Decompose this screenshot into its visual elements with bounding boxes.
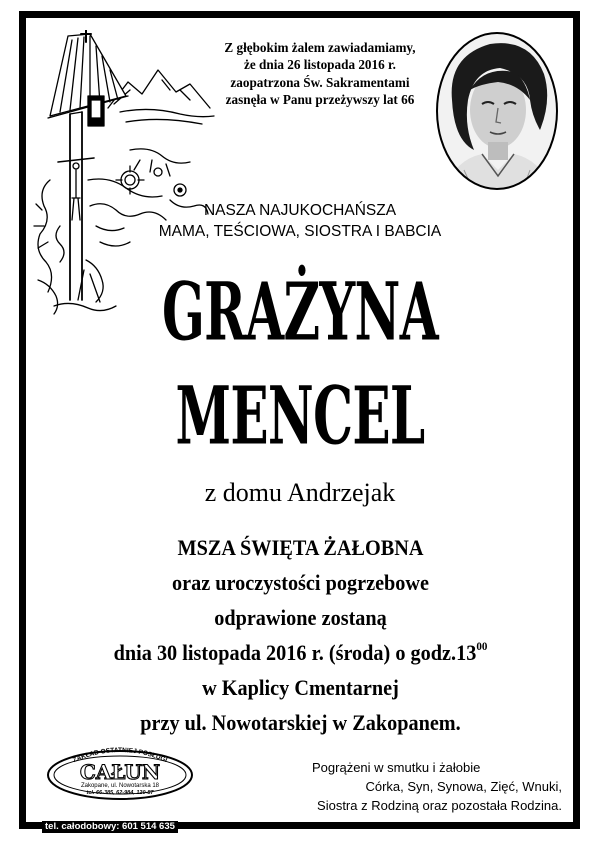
deceased-first-name: GRAŻYNA <box>161 264 439 359</box>
mourners-line: Córka, Syn, Synowa, Zięć, Wnuki, <box>365 779 562 794</box>
logo-address: Zakopane, ul. Nowotarska 18 <box>80 783 160 789</box>
logo-arc-text: ZAKŁAD OSTATNIEJ POSŁUGI <box>71 746 169 765</box>
funeral-line: MSZA ŚWIĘTA ŻAŁOBNA <box>177 535 424 560</box>
announcement-line: Z głębokim żalem zawiadamiamy, <box>224 40 416 55</box>
deceased-last-name: MENCEL <box>175 368 425 463</box>
intro-line: NASZA NAJUKOCHAŃSZA <box>203 202 397 219</box>
maiden-name: z domu Andrzejak <box>204 478 396 507</box>
funeral-date-line <box>61 635 540 670</box>
mourners-line: Pogrążeni w smutku i żałobie <box>312 760 481 775</box>
mourners-line: Siostra z Rodziną oraz pozostała Rodzina. <box>317 798 562 813</box>
announcement-line: że dnia 26 listopada 2016 r. <box>244 57 396 73</box>
announcement-line: zasnęła w Panu przeżywszy lat 66 <box>225 92 415 108</box>
funeral-line: odprawione zostaną <box>214 605 387 630</box>
logo-phones: tel. 66-385, 62-984, 120-87 <box>86 790 154 796</box>
intro-line: MAMA, TEŚCIOWA, SIOSTRA I BABCIA <box>158 223 442 240</box>
funeral-line: przy ul. Nowotarskiej w Zakopanem. <box>140 710 461 735</box>
funeral-date-text: dnia 30 listopada 2016 r. (środa) o godz.13 <box>113 640 477 665</box>
announcement-text <box>212 39 428 109</box>
footer-phone: tel. całodobowy: 601 514 635 <box>42 821 178 833</box>
funeral-home-logo <box>46 741 194 801</box>
announcement-line: zaopatrzona Św. Sakramentami <box>230 74 410 90</box>
intro-text <box>150 200 450 242</box>
funeral-line: oraz uroczystości pogrzebowe <box>171 570 430 595</box>
mourners-text <box>262 758 562 815</box>
funeral-time-minutes: 00 <box>476 639 488 653</box>
funeral-info <box>40 530 561 740</box>
funeral-line: w Kaplicy Cmentarnej <box>202 675 399 700</box>
logo-brand: CAŁUN <box>79 760 161 784</box>
portrait-photo <box>434 30 560 192</box>
